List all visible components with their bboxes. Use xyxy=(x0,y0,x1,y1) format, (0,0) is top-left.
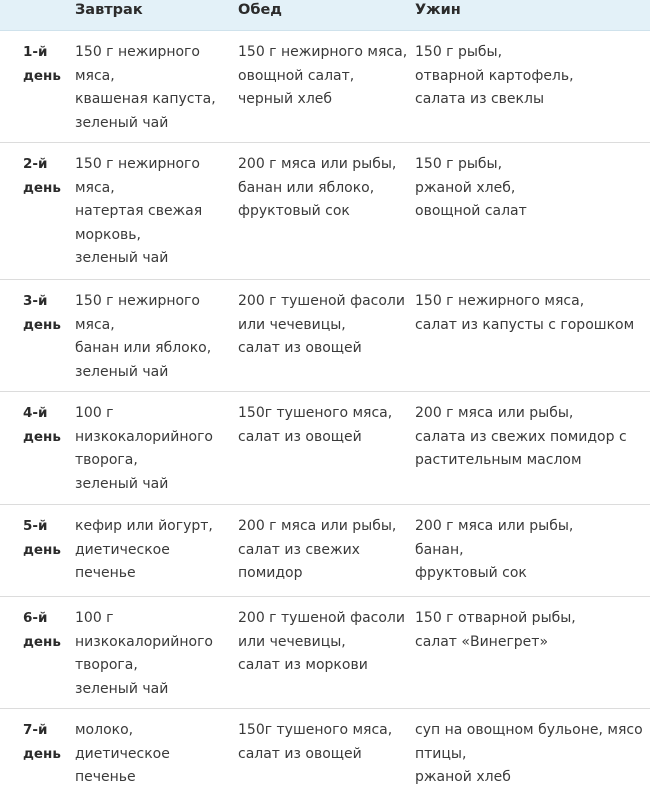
day-label: 4-й день xyxy=(23,405,61,445)
dinner-cell: 150 г нежирного мяса, салат из капусты с горошком xyxy=(415,293,635,333)
breakfast-cell: 150 г нежирного мяса, банан или яблоко, зеленый чай xyxy=(75,293,212,380)
breakfast-cell: 100 г низкокалорийного творога, зеленый чай xyxy=(75,405,213,492)
dinner-cell: 150 г отварной рыбы, салат «Винегрет» xyxy=(415,610,576,650)
dinner-cell: 150 г рыбы, отварной картофель, салата из свеклы xyxy=(415,44,574,107)
lunch-cell: 200 г мяса или рыбы, банан или яблоко, фруктовый сок xyxy=(238,156,397,219)
lunch-cell: 200 г тушеной фасоли или чечевицы, салат из овощей xyxy=(238,293,405,356)
table-row xyxy=(0,597,650,709)
day-label: 5-й день xyxy=(23,518,61,558)
header-breakfast: Завтрак xyxy=(75,2,143,18)
lunch-cell: 150г тушеного мяса, салат из овощей xyxy=(238,722,393,762)
day-label: 2-й день xyxy=(23,156,61,196)
header-lunch: Обед xyxy=(238,2,282,18)
table-row xyxy=(0,31,650,143)
lunch-cell: 200 г мяса или рыбы, салат из свежих помидор xyxy=(238,518,397,581)
breakfast-cell: 150 г нежирного мяса, квашеная капуста, зеленый чай xyxy=(75,44,216,131)
table-row xyxy=(0,505,650,597)
day-label: 6-й день xyxy=(23,610,61,650)
table-row xyxy=(0,280,650,392)
dinner-cell: суп на овощном бульоне, мясо птицы, ржаной хлеб xyxy=(415,722,643,785)
table-header xyxy=(0,0,650,31)
table-row xyxy=(0,392,650,505)
lunch-cell: 150 г нежирного мяса, овощной салат, черный хлеб xyxy=(238,44,408,107)
breakfast-cell: 150 г нежирного мяса, натертая свежая морковь, зеленый чай xyxy=(75,156,203,266)
table-row xyxy=(0,143,650,280)
day-label: 3-й день xyxy=(23,293,61,333)
day-label: 1-й день xyxy=(23,44,61,84)
breakfast-cell: 100 г низкокалорийного творога, зеленый чай xyxy=(75,610,213,697)
dinner-cell: 150 г рыбы, ржаной хлеб, овощной салат xyxy=(415,156,527,219)
breakfast-cell: кефир или йогурт, диетическое печенье xyxy=(75,518,213,581)
dinner-cell: 200 г мяса или рыбы, салата из свежих помидор с растительным маслом xyxy=(415,405,627,468)
table-row xyxy=(0,709,650,799)
header-dinner: Ужин xyxy=(415,2,461,18)
lunch-cell: 200 г тушеной фасоли или чечевицы, салат из моркови xyxy=(238,610,405,673)
dinner-cell: 200 г мяса или рыбы, банан, фруктовый сок xyxy=(415,518,574,581)
lunch-cell: 150г тушеного мяса, салат из овощей xyxy=(238,405,393,445)
breakfast-cell: молоко, диетическое печенье xyxy=(75,722,170,785)
day-label: 7-й день xyxy=(23,722,61,762)
